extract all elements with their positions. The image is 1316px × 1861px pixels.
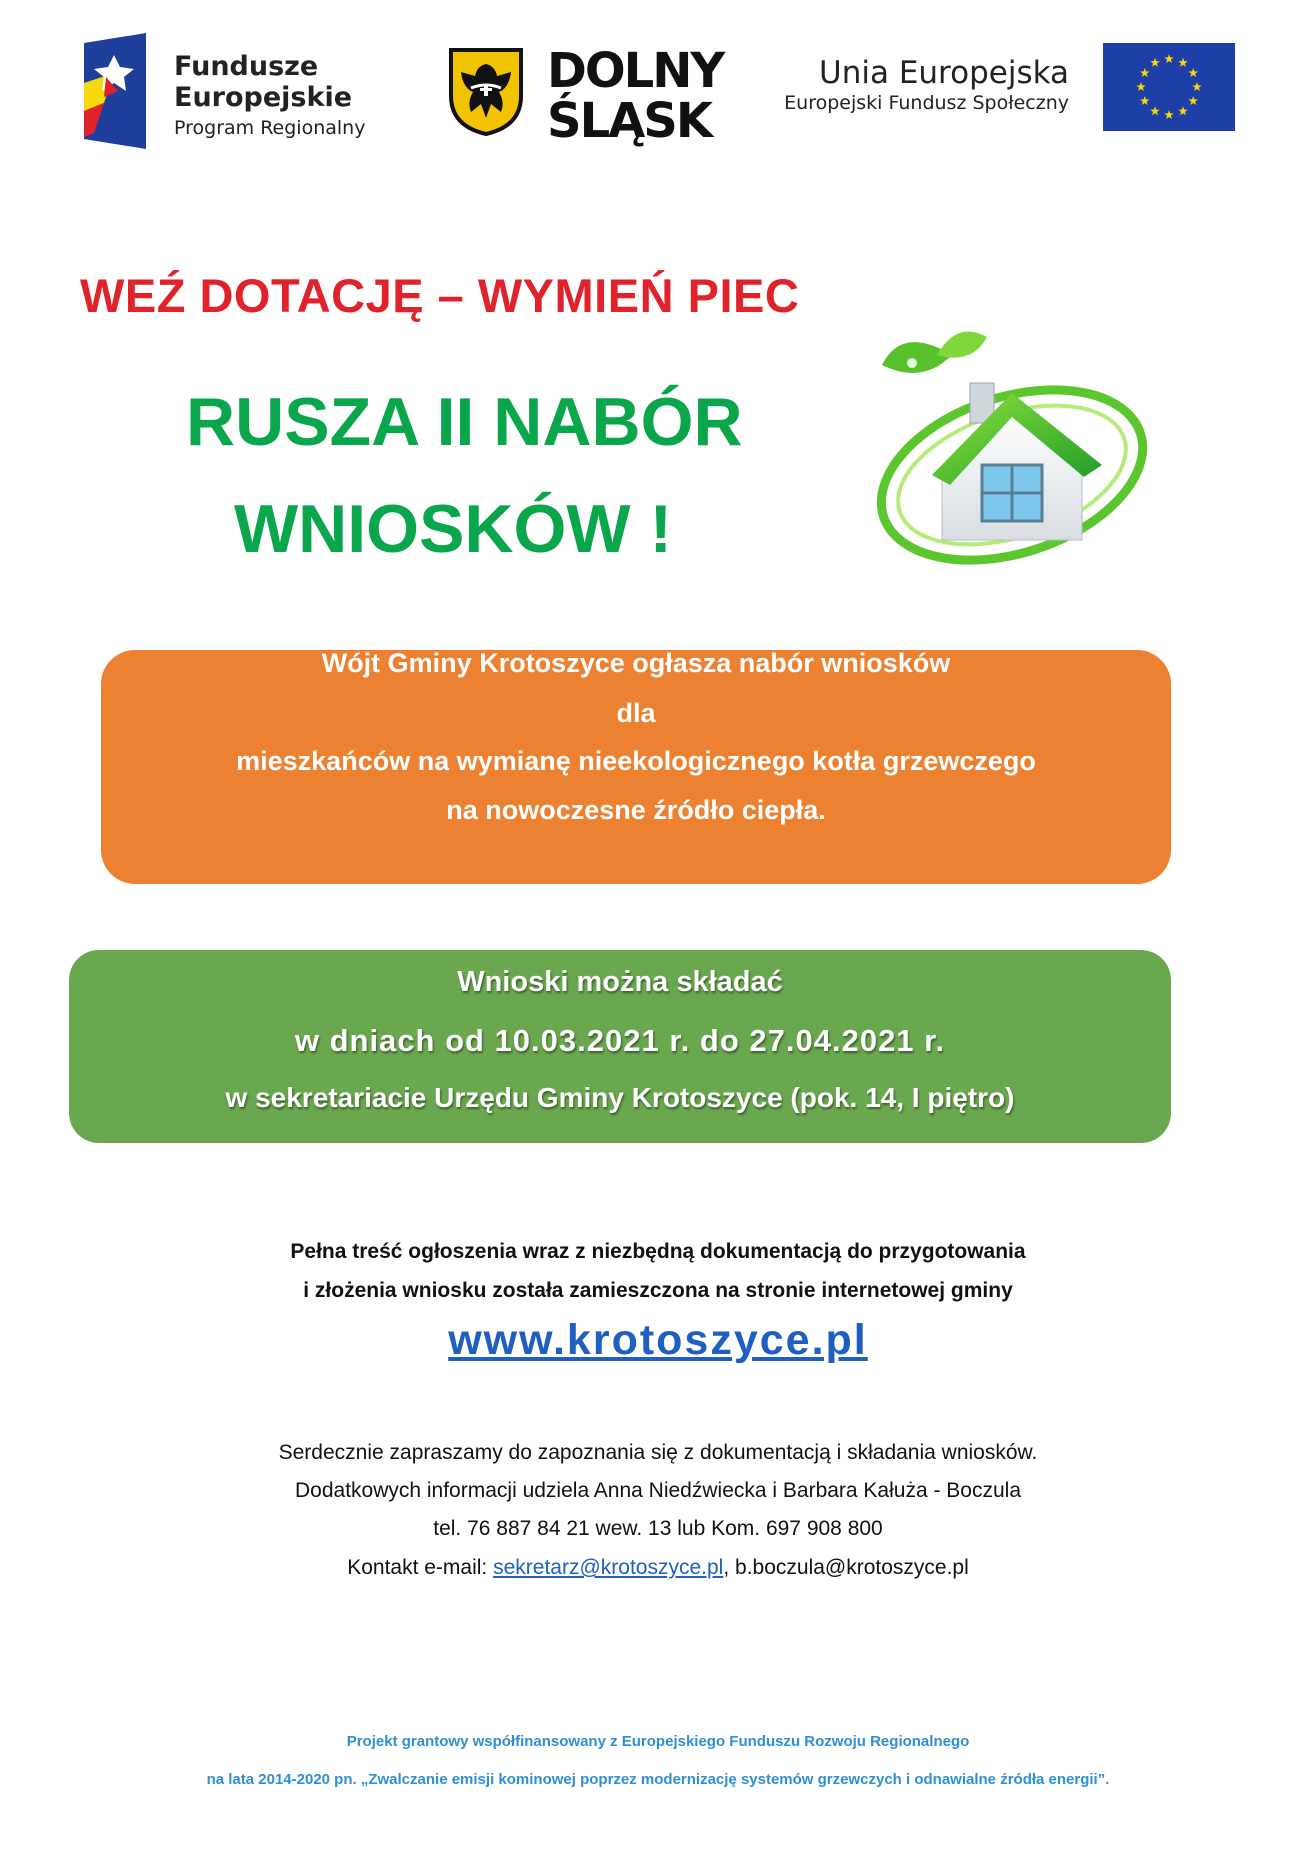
deadline-line2: w dniach od 10.03.2021 r. do 27.04.2021 r.: [294, 1023, 946, 1058]
eco-house-icon: [862, 325, 1152, 565]
announcement-box: [101, 650, 1171, 884]
deadline-line1: Wnioski można składać: [457, 966, 783, 998]
footer-line2: na lata 2014-2020 pn. „Zwalczanie emisji kominowej poprzez modernizację systemów grzewczych i odnawialne źródła energii”.: [206, 1771, 1110, 1788]
headline-green-line1: RUSZA II NABÓR: [186, 384, 743, 460]
announcement-line4: na nowoczesne źródło ciepła.: [446, 795, 826, 825]
eu-flag-icon: [1103, 43, 1235, 131]
deadline-box: [69, 950, 1171, 1143]
contact-email-line: [0, 1556, 1316, 1580]
fe-title-line2: Europejskie: [174, 82, 353, 113]
website-link[interactable]: www.krotoszyce.pl: [448, 1316, 868, 1364]
email-boczula: b.boczula@krotoszyce.pl: [735, 1556, 969, 1579]
headline-red: WEŹ DOTACJĘ – WYMIEŃ PIEC: [80, 269, 800, 322]
fe-title-line1: Fundusze: [174, 51, 319, 82]
deadline-line3: w sekretariacie Urzędu Gminy Krotoszyce (pok. 14, I piętro): [225, 1082, 1015, 1113]
website-container: [0, 1316, 1316, 1365]
announcement-line1: Wójt Gminy Krotoszyce ogłasza nabór wniosków: [321, 648, 951, 678]
announcement-line3: mieszkańców na wymianę nieekologicznego kotła grzewczego: [236, 746, 1036, 776]
info-line1: Pełna treść ogłoszenia wraz z niezbędną dokumentacją do przygotowania: [290, 1240, 1026, 1263]
info-line2: i złożenia wniosku została zamieszczona na stronie internetowej gminy: [303, 1279, 1013, 1302]
headline-green-line2: WNIOSKÓW !: [234, 491, 673, 567]
footer-line1: Projekt grantowy współfinansowany z Europejskiego Funduszu Rozwoju Regionalnego: [346, 1733, 970, 1750]
contact-phone: tel. 76 887 84 21 wew. 13 lub Kom. 697 908 800: [433, 1517, 883, 1540]
ue-subtitle: Europejski Fundusz Społeczny: [784, 92, 1069, 114]
fundusze-europejskie-flag-icon: [84, 33, 146, 149]
ue-title: Unia Europejska: [819, 55, 1069, 91]
announcement-line2: dla: [616, 698, 656, 728]
fe-subtitle: Program Regionalny: [174, 117, 366, 139]
email-link-sekretarz[interactable]: sekretarz@krotoszyce.pl: [493, 1556, 724, 1579]
contact-line1: Serdecznie zapraszamy do zapoznania się z dokumentacją i składania wniosków.: [278, 1441, 1038, 1464]
dolny-slask-line2: ŚLĄSK: [547, 93, 712, 149]
contact-line2: Dodatkowych informacji udziela Anna Niedźwiecka i Barbara Kałuża - Boczula: [294, 1479, 1022, 1502]
fundusze-europejskie-logo: [84, 33, 384, 151]
contact-email-prefix: Kontakt e-mail:: [347, 1556, 494, 1579]
dolny-slask-eagle-crest-icon: [447, 46, 525, 136]
dolny-slask-line1: DOLNY: [547, 43, 724, 99]
unia-europejska-logo: [784, 43, 1235, 133]
dolny-slask-logo: [447, 43, 737, 149]
contact-email-separator: ,: [723, 1556, 736, 1579]
